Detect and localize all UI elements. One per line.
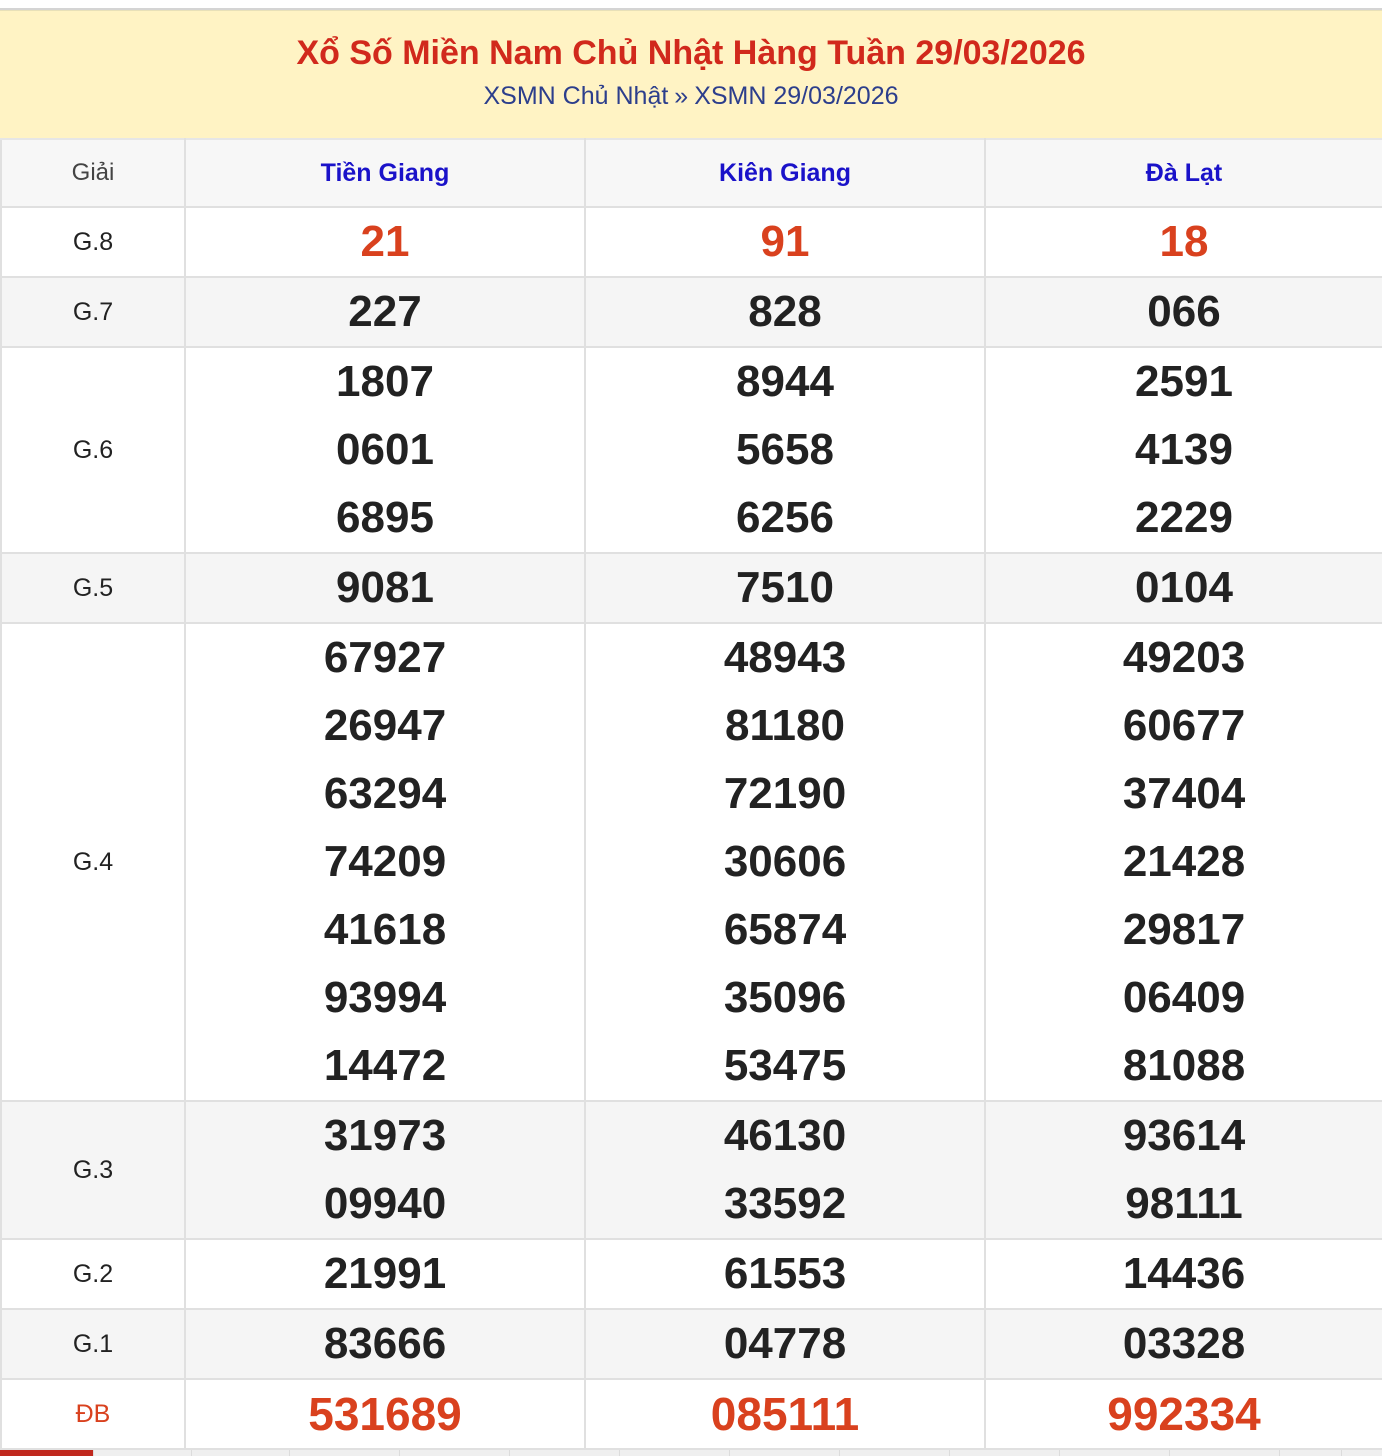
result-cell xyxy=(985,347,1382,553)
winning-number: 8944 xyxy=(736,357,834,406)
breadcrumb-link-xsmn-sunday[interactable]: XSMN Chủ Nhật xyxy=(483,82,669,110)
tab-item[interactable] xyxy=(94,1450,192,1456)
result-cell xyxy=(585,207,985,277)
prize-label: G.6 xyxy=(1,347,185,553)
tab-item[interactable] xyxy=(290,1450,400,1456)
tab-item[interactable] xyxy=(400,1450,510,1456)
prize-label: G.8 xyxy=(1,207,185,277)
winning-number: 30606 xyxy=(723,837,847,886)
result-cell xyxy=(985,277,1382,347)
prize-label: ĐB xyxy=(1,1379,185,1449)
winning-number: 21991 xyxy=(323,1249,447,1298)
winning-number: 72190 xyxy=(723,769,847,818)
prize-column-header: Giải xyxy=(1,139,185,207)
prize-row xyxy=(1,1239,1382,1309)
winning-number: 1807 xyxy=(336,357,434,406)
result-cell xyxy=(585,553,985,623)
result-cell xyxy=(185,1379,585,1449)
prize-label: G.1 xyxy=(1,1309,185,1379)
tab-item[interactable] xyxy=(0,1450,94,1456)
tab-item[interactable] xyxy=(1060,1450,1170,1456)
top-divider xyxy=(0,0,1382,10)
winning-number: 7510 xyxy=(736,563,834,612)
province-header-kien-giang[interactable]: Kiên Giang xyxy=(585,139,985,207)
winning-number: 93614 xyxy=(1122,1111,1246,1160)
winning-number: 09940 xyxy=(323,1179,447,1228)
winning-number: 9081 xyxy=(336,563,434,612)
winning-number: 4139 xyxy=(1135,425,1233,474)
result-cell xyxy=(585,347,985,553)
prize-label: G.3 xyxy=(1,1101,185,1239)
result-cell xyxy=(585,277,985,347)
prize-row xyxy=(1,1309,1382,1379)
province-header-da-lat[interactable]: Đà Lạt xyxy=(985,139,1382,207)
winning-number: 93994 xyxy=(323,973,447,1022)
result-cell xyxy=(585,623,985,1101)
winning-number: 63294 xyxy=(323,769,447,818)
winning-number: 2591 xyxy=(1135,357,1233,406)
winning-number: 2229 xyxy=(1135,493,1233,542)
tab-item[interactable] xyxy=(1280,1450,1342,1456)
winning-number: 81088 xyxy=(1122,1041,1246,1090)
result-cell xyxy=(985,623,1382,1101)
result-cell xyxy=(985,1379,1382,1449)
winning-number: 29817 xyxy=(1122,905,1246,954)
winning-number: 98111 xyxy=(1125,1179,1243,1228)
lottery-results-table xyxy=(0,138,1382,1450)
page-title: Xổ Số Miền Nam Chủ Nhật Hàng Tuần 29/03/2026 xyxy=(296,34,1086,72)
result-cell xyxy=(585,1239,985,1309)
winning-number: 21428 xyxy=(1122,837,1246,886)
province-header-tien-giang[interactable]: Tiền Giang xyxy=(185,139,585,207)
winning-number: 21 xyxy=(360,217,410,266)
winning-number: 49203 xyxy=(1122,633,1246,682)
winning-number: 6256 xyxy=(736,493,834,542)
prize-row xyxy=(1,1379,1382,1449)
prize-row xyxy=(1,553,1382,623)
winning-number: 65874 xyxy=(723,905,847,954)
breadcrumb xyxy=(0,81,1382,111)
tab-item[interactable] xyxy=(192,1450,290,1456)
result-cell xyxy=(585,1101,985,1239)
tab-item[interactable] xyxy=(950,1450,1060,1456)
winning-number: 531689 xyxy=(308,1388,462,1440)
winning-number: 91 xyxy=(760,217,810,266)
winning-number: 828 xyxy=(748,287,822,336)
winning-number: 41618 xyxy=(323,905,447,954)
prize-row xyxy=(1,207,1382,277)
winning-number: 14472 xyxy=(323,1041,447,1090)
prize-label: G.5 xyxy=(1,553,185,623)
winning-number: 227 xyxy=(348,287,422,336)
winning-number: 46130 xyxy=(723,1111,847,1160)
winning-number: 085111 xyxy=(710,1388,860,1440)
result-cell xyxy=(185,1101,585,1239)
prize-label: G.2 xyxy=(1,1239,185,1309)
result-cell xyxy=(985,1239,1382,1309)
winning-number: 37404 xyxy=(1122,769,1246,818)
result-cell xyxy=(185,277,585,347)
winning-number: 26947 xyxy=(323,701,447,750)
winning-number: 60677 xyxy=(1122,701,1246,750)
winning-number: 35096 xyxy=(723,973,847,1022)
winning-number: 18 xyxy=(1159,217,1209,266)
winning-number: 06409 xyxy=(1122,973,1246,1022)
result-cell xyxy=(185,1239,585,1309)
winning-number: 03328 xyxy=(1122,1319,1246,1368)
result-cell xyxy=(185,623,585,1101)
winning-number: 04778 xyxy=(723,1319,847,1368)
winning-number: 0601 xyxy=(336,425,434,474)
winning-number: 74209 xyxy=(323,837,447,886)
winning-number: 53475 xyxy=(723,1041,847,1090)
winning-number: 31973 xyxy=(323,1111,447,1160)
result-cell xyxy=(985,553,1382,623)
breadcrumb-separator: » xyxy=(674,82,689,110)
winning-number: 48943 xyxy=(723,633,847,682)
winning-number: 066 xyxy=(1147,287,1221,336)
winning-number: 5658 xyxy=(736,425,834,474)
prize-label: G.7 xyxy=(1,277,185,347)
tab-item[interactable] xyxy=(730,1450,840,1456)
tab-item[interactable] xyxy=(620,1450,730,1456)
result-cell xyxy=(985,207,1382,277)
result-cell xyxy=(185,207,585,277)
winning-number: 992334 xyxy=(1107,1388,1261,1440)
winning-number: 14436 xyxy=(1122,1249,1246,1298)
winning-number: 0104 xyxy=(1135,563,1233,612)
breadcrumb-link-xsmn-date[interactable]: XSMN 29/03/2026 xyxy=(694,82,899,110)
winning-number: 67927 xyxy=(323,633,447,682)
bottom-tab-bar xyxy=(0,1450,1382,1456)
result-cell xyxy=(185,347,585,553)
winning-number: 33592 xyxy=(723,1179,847,1228)
tab-item[interactable] xyxy=(840,1450,950,1456)
prize-label: G.4 xyxy=(1,623,185,1101)
winning-number: 61553 xyxy=(723,1249,847,1298)
tab-item[interactable] xyxy=(1170,1450,1280,1456)
result-cell xyxy=(185,553,585,623)
result-cell xyxy=(585,1309,985,1379)
result-cell xyxy=(985,1101,1382,1239)
tab-item[interactable] xyxy=(510,1450,620,1456)
result-cell xyxy=(185,1309,585,1379)
prize-row xyxy=(1,347,1382,553)
prize-row xyxy=(1,623,1382,1101)
prize-row xyxy=(1,1101,1382,1239)
winning-number: 81180 xyxy=(725,701,845,750)
winning-number: 83666 xyxy=(323,1319,447,1368)
result-cell xyxy=(985,1309,1382,1379)
winning-number: 6895 xyxy=(336,493,434,542)
result-cell xyxy=(585,1379,985,1449)
results-header xyxy=(0,10,1382,138)
prize-row xyxy=(1,277,1382,347)
